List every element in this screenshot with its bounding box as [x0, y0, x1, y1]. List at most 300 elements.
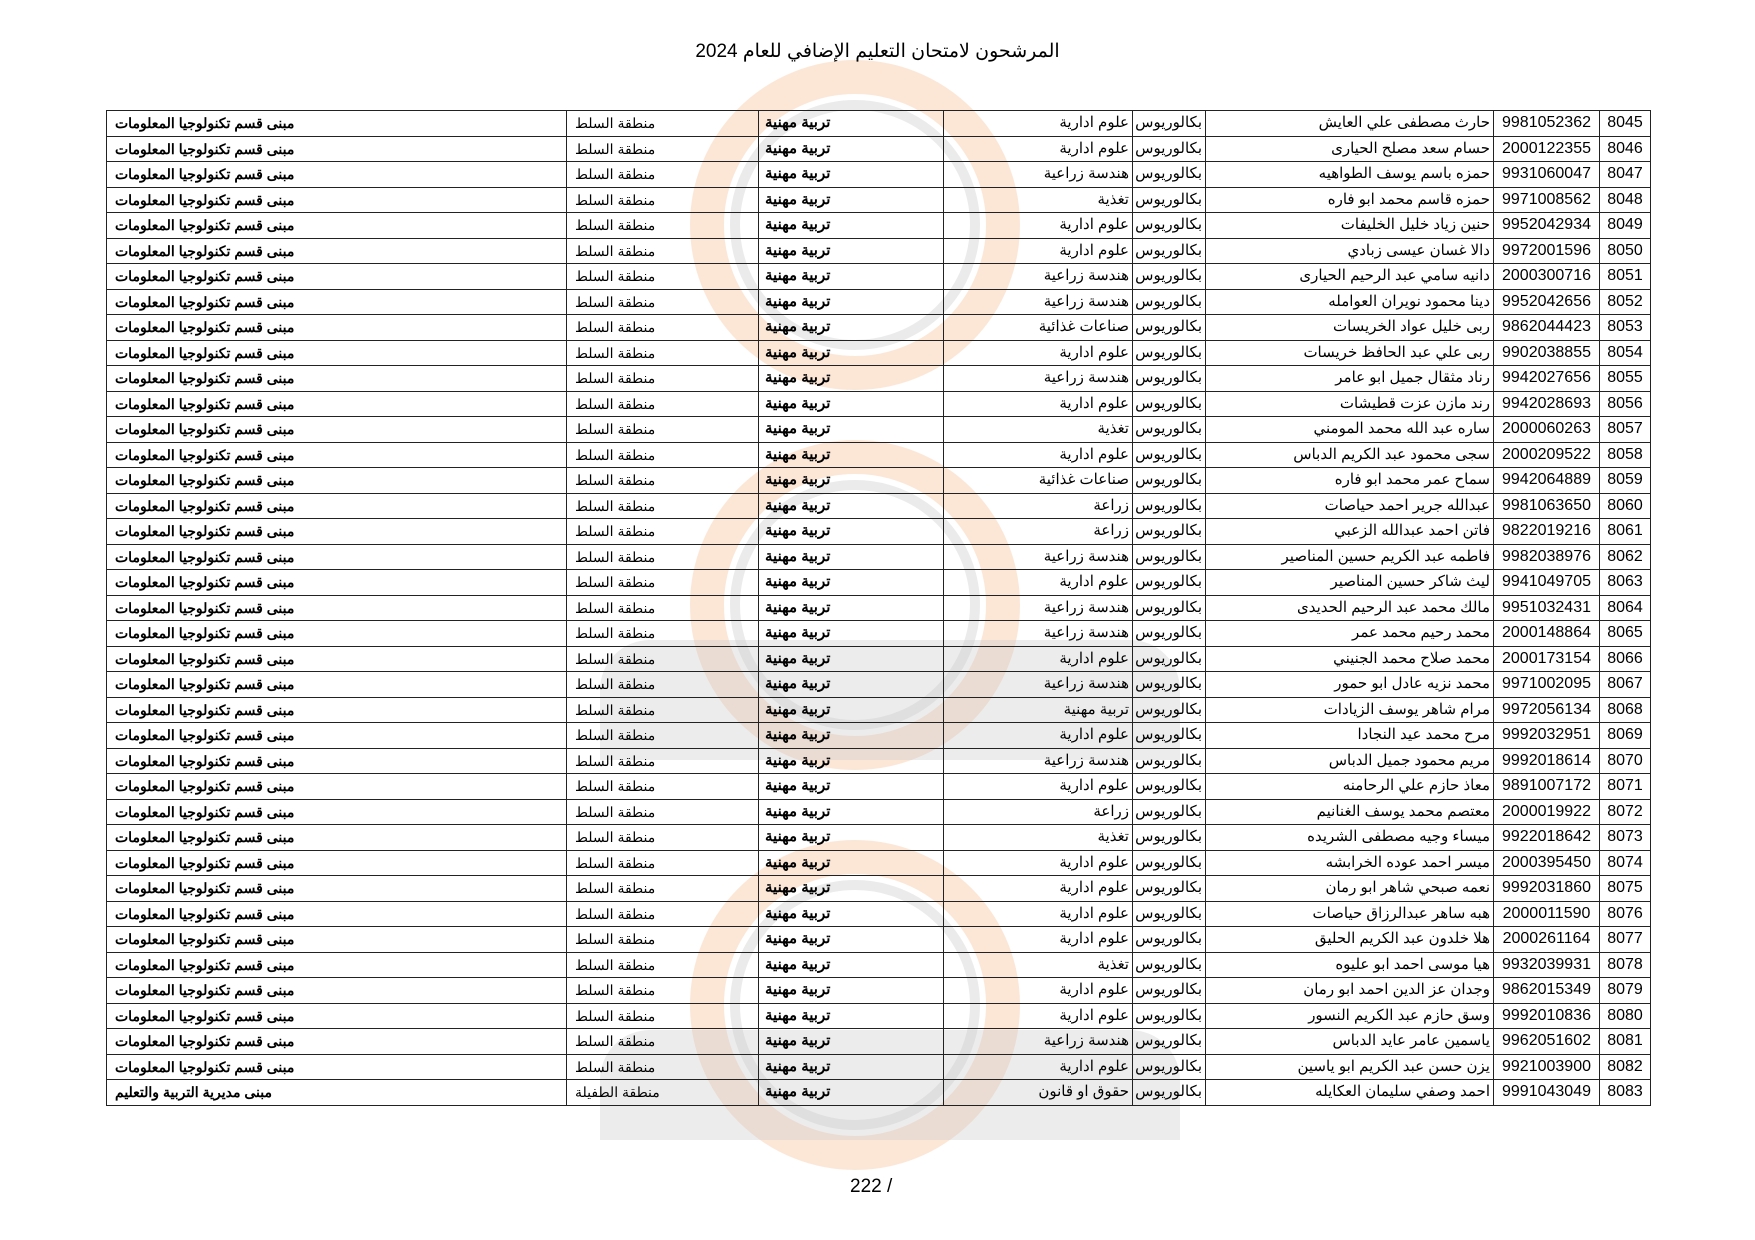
table-row — [107, 672, 1651, 698]
degree-cell: بكالوريوس — [1133, 442, 1206, 468]
seq-number-cell: 8045 — [1600, 111, 1651, 137]
exam-building-cell: مبنى قسم تكنولوجيا المعلومات — [107, 570, 567, 596]
exam-building-cell: مبنى قسم تكنولوجيا المعلومات — [107, 697, 567, 723]
region-cell: منطقة السلط — [567, 315, 759, 341]
specialization-cell: تربية مهنية — [759, 1029, 944, 1055]
degree-cell: بكالوريوس — [1133, 493, 1206, 519]
degree-cell: بكالوريوس — [1133, 1003, 1206, 1029]
national-id-cell: 9942028693 — [1494, 391, 1600, 417]
major-cell: علوم ادارية — [944, 723, 1133, 749]
national-id-cell: 9992032951 — [1494, 723, 1600, 749]
major-cell: تغذية — [944, 417, 1133, 443]
specialization-cell: تربية مهنية — [759, 264, 944, 290]
exam-building-cell: مبنى قسم تكنولوجيا المعلومات — [107, 264, 567, 290]
region-cell: منطقة السلط — [567, 774, 759, 800]
seq-number-cell: 8074 — [1600, 850, 1651, 876]
national-id-cell: 9942027656 — [1494, 366, 1600, 392]
table-row — [107, 289, 1651, 315]
national-id-cell: 2000173154 — [1494, 646, 1600, 672]
table-row — [107, 799, 1651, 825]
region-cell: منطقة السلط — [567, 850, 759, 876]
major-cell: هندسة زراعية — [944, 621, 1133, 647]
specialization-cell: تربية مهنية — [759, 111, 944, 137]
candidate-name-cell: وجدان عز الدين احمد ابو رمان — [1206, 978, 1494, 1004]
exam-building-cell: مبنى قسم تكنولوجيا المعلومات — [107, 315, 567, 341]
exam-building-cell: مبنى قسم تكنولوجيا المعلومات — [107, 927, 567, 953]
region-cell: منطقة السلط — [567, 952, 759, 978]
exam-building-cell: مبنى قسم تكنولوجيا المعلومات — [107, 442, 567, 468]
major-cell: علوم ادارية — [944, 340, 1133, 366]
specialization-cell: تربية مهنية — [759, 315, 944, 341]
table-row — [107, 340, 1651, 366]
page-title: المرشحون لامتحان التعليم الإضافي للعام 2024 — [695, 41, 1060, 62]
major-cell: صناعات غذائية — [944, 315, 1133, 341]
table-row — [107, 544, 1651, 570]
national-id-cell: 9931060047 — [1494, 162, 1600, 188]
major-cell: تغذية — [944, 825, 1133, 851]
region-cell: منطقة السلط — [567, 187, 759, 213]
candidate-name-cell: حمزه قاسم محمد ابو فاره — [1206, 187, 1494, 213]
seq-number-cell: 8064 — [1600, 595, 1651, 621]
candidate-name-cell: رند مازن عزت قطيشات — [1206, 391, 1494, 417]
exam-building-cell: مبنى قسم تكنولوجيا المعلومات — [107, 519, 567, 545]
national-id-cell: 9972056134 — [1494, 697, 1600, 723]
degree-cell: بكالوريوس — [1133, 927, 1206, 953]
seq-number-cell: 8059 — [1600, 468, 1651, 494]
major-cell: هندسة زراعية — [944, 748, 1133, 774]
seq-number-cell: 8060 — [1600, 493, 1651, 519]
region-cell: منطقة السلط — [567, 391, 759, 417]
specialization-cell: تربية مهنية — [759, 289, 944, 315]
major-cell: علوم ادارية — [944, 1003, 1133, 1029]
candidates-table — [106, 110, 1651, 1106]
national-id-cell: 9862044423 — [1494, 315, 1600, 341]
table-row — [107, 187, 1651, 213]
seq-number-cell: 8057 — [1600, 417, 1651, 443]
seq-number-cell: 8062 — [1600, 544, 1651, 570]
exam-building-cell: مبنى قسم تكنولوجيا المعلومات — [107, 621, 567, 647]
candidate-name-cell: حارث مصطفى علي العايش — [1206, 111, 1494, 137]
region-cell: منطقة السلط — [567, 493, 759, 519]
specialization-cell: تربية مهنية — [759, 825, 944, 851]
specialization-cell: تربية مهنية — [759, 723, 944, 749]
specialization-cell: تربية مهنية — [759, 1080, 944, 1106]
table-row — [107, 570, 1651, 596]
exam-building-cell: مبنى قسم تكنولوجيا المعلومات — [107, 672, 567, 698]
candidate-name-cell: عبدالله جرير احمد حياصات — [1206, 493, 1494, 519]
national-id-cell: 9921003900 — [1494, 1054, 1600, 1080]
degree-cell: بكالوريوس — [1133, 264, 1206, 290]
table-row — [107, 697, 1651, 723]
national-id-cell: 9972001596 — [1494, 238, 1600, 264]
degree-cell: بكالوريوس — [1133, 187, 1206, 213]
national-id-cell: 9992031860 — [1494, 876, 1600, 902]
degree-cell: بكالوريوس — [1133, 774, 1206, 800]
seq-number-cell: 8047 — [1600, 162, 1651, 188]
exam-building-cell: مبنى قسم تكنولوجيا المعلومات — [107, 952, 567, 978]
table-row — [107, 621, 1651, 647]
region-cell: منطقة السلط — [567, 417, 759, 443]
national-id-cell: 9991043049 — [1494, 1080, 1600, 1106]
major-cell: هندسة زراعية — [944, 289, 1133, 315]
national-id-cell: 9951032431 — [1494, 595, 1600, 621]
table-row — [107, 264, 1651, 290]
table-row — [107, 850, 1651, 876]
table-row — [107, 136, 1651, 162]
degree-cell: بكالوريوس — [1133, 621, 1206, 647]
specialization-cell: تربية مهنية — [759, 646, 944, 672]
region-cell: منطقة السلط — [567, 799, 759, 825]
candidate-name-cell: مرح محمد عيد النجادا — [1206, 723, 1494, 749]
specialization-cell: تربية مهنية — [759, 774, 944, 800]
seq-number-cell: 8046 — [1600, 136, 1651, 162]
degree-cell: بكالوريوس — [1133, 850, 1206, 876]
table-row — [107, 825, 1651, 851]
region-cell: منطقة السلط — [567, 289, 759, 315]
national-id-cell: 9981063650 — [1494, 493, 1600, 519]
specialization-cell: تربية مهنية — [759, 748, 944, 774]
degree-cell: بكالوريوس — [1133, 876, 1206, 902]
degree-cell: بكالوريوس — [1133, 825, 1206, 851]
degree-cell: بكالوريوس — [1133, 366, 1206, 392]
specialization-cell: تربية مهنية — [759, 672, 944, 698]
major-cell: علوم ادارية — [944, 876, 1133, 902]
candidate-name-cell: هلا خلدون عبد الكريم الحليق — [1206, 927, 1494, 953]
exam-building-cell: مبنى قسم تكنولوجيا المعلومات — [107, 978, 567, 1004]
candidate-name-cell: فاتن احمد عبدالله الزعبي — [1206, 519, 1494, 545]
major-cell: زراعة — [944, 799, 1133, 825]
region-cell: منطقة السلط — [567, 927, 759, 953]
specialization-cell: تربية مهنية — [759, 952, 944, 978]
major-cell: هندسة زراعية — [944, 366, 1133, 392]
exam-building-cell: مبنى قسم تكنولوجيا المعلومات — [107, 366, 567, 392]
specialization-cell: تربية مهنية — [759, 366, 944, 392]
national-id-cell: 9971002095 — [1494, 672, 1600, 698]
region-cell: منطقة السلط — [567, 876, 759, 902]
exam-building-cell: مبنى قسم تكنولوجيا المعلومات — [107, 646, 567, 672]
seq-number-cell: 8075 — [1600, 876, 1651, 902]
major-cell: هندسة زراعية — [944, 162, 1133, 188]
table-row — [107, 978, 1651, 1004]
exam-building-cell: مبنى قسم تكنولوجيا المعلومات — [107, 595, 567, 621]
candidate-name-cell: معاذ حازم علي الرحامنه — [1206, 774, 1494, 800]
region-cell: منطقة السلط — [567, 111, 759, 137]
major-cell: تغذية — [944, 952, 1133, 978]
major-cell: علوم ادارية — [944, 901, 1133, 927]
national-id-cell: 9992010836 — [1494, 1003, 1600, 1029]
specialization-cell: تربية مهنية — [759, 391, 944, 417]
exam-building-cell: مبنى قسم تكنولوجيا المعلومات — [107, 774, 567, 800]
seq-number-cell: 8078 — [1600, 952, 1651, 978]
seq-number-cell: 8067 — [1600, 672, 1651, 698]
seq-number-cell: 8070 — [1600, 748, 1651, 774]
national-id-cell: 9862015349 — [1494, 978, 1600, 1004]
national-id-cell: 9981052362 — [1494, 111, 1600, 137]
degree-cell: بكالوريوس — [1133, 723, 1206, 749]
region-cell: منطقة السلط — [567, 340, 759, 366]
degree-cell: بكالوريوس — [1133, 1080, 1206, 1106]
degree-cell: بكالوريوس — [1133, 748, 1206, 774]
candidate-name-cell: ساره عبد الله محمد المومني — [1206, 417, 1494, 443]
national-id-cell: 2000261164 — [1494, 927, 1600, 953]
table-row — [107, 723, 1651, 749]
seq-number-cell: 8065 — [1600, 621, 1651, 647]
specialization-cell: تربية مهنية — [759, 162, 944, 188]
seq-number-cell: 8054 — [1600, 340, 1651, 366]
major-cell: هندسة زراعية — [944, 672, 1133, 698]
region-cell: منطقة السلط — [567, 544, 759, 570]
national-id-cell: 2000148864 — [1494, 621, 1600, 647]
degree-cell: بكالوريوس — [1133, 519, 1206, 545]
national-id-cell: 9941049705 — [1494, 570, 1600, 596]
table-row — [107, 213, 1651, 239]
major-cell: زراعة — [944, 493, 1133, 519]
seq-number-cell: 8051 — [1600, 264, 1651, 290]
national-id-cell: 9952042934 — [1494, 213, 1600, 239]
candidate-name-cell: هيا موسى احمد ابو عليوه — [1206, 952, 1494, 978]
seq-number-cell: 8077 — [1600, 927, 1651, 953]
national-id-cell: 2000122355 — [1494, 136, 1600, 162]
table-row — [107, 1029, 1651, 1055]
major-cell: علوم ادارية — [944, 570, 1133, 596]
degree-cell: بكالوريوس — [1133, 315, 1206, 341]
degree-cell: بكالوريوس — [1133, 1054, 1206, 1080]
major-cell: علوم ادارية — [944, 774, 1133, 800]
degree-cell: بكالوريوس — [1133, 136, 1206, 162]
region-cell: منطقة الطفيلة — [567, 1080, 759, 1106]
exam-building-cell: مبنى قسم تكنولوجيا المعلومات — [107, 1003, 567, 1029]
seq-number-cell: 8052 — [1600, 289, 1651, 315]
region-cell: منطقة السلط — [567, 901, 759, 927]
specialization-cell: تربية مهنية — [759, 901, 944, 927]
degree-cell: بكالوريوس — [1133, 901, 1206, 927]
major-cell: تغذية — [944, 187, 1133, 213]
specialization-cell: تربية مهنية — [759, 850, 944, 876]
table-row — [107, 391, 1651, 417]
major-cell: حقوق او قانون — [944, 1080, 1133, 1106]
exam-building-cell: مبنى قسم تكنولوجيا المعلومات — [107, 340, 567, 366]
candidate-name-cell: حنين زياد خليل الخليفات — [1206, 213, 1494, 239]
seq-number-cell: 8058 — [1600, 442, 1651, 468]
candidate-name-cell: معتصم محمد يوسف الغنانيم — [1206, 799, 1494, 825]
major-cell: علوم ادارية — [944, 391, 1133, 417]
degree-cell: بكالوريوس — [1133, 799, 1206, 825]
degree-cell: بكالوريوس — [1133, 1029, 1206, 1055]
major-cell: علوم ادارية — [944, 978, 1133, 1004]
national-id-cell: 2000300716 — [1494, 264, 1600, 290]
candidate-name-cell: وسق حازم عبد الكريم النسور — [1206, 1003, 1494, 1029]
degree-cell: بكالوريوس — [1133, 417, 1206, 443]
seq-number-cell: 8071 — [1600, 774, 1651, 800]
table-row — [107, 315, 1651, 341]
table-row — [107, 876, 1651, 902]
specialization-cell: تربية مهنية — [759, 621, 944, 647]
candidate-name-cell: محمد رحيم محمد عمر — [1206, 621, 1494, 647]
degree-cell: بكالوريوس — [1133, 646, 1206, 672]
exam-building-cell: مبنى قسم تكنولوجيا المعلومات — [107, 799, 567, 825]
candidate-name-cell: هبه ساهر عبدالرزاق حياصات — [1206, 901, 1494, 927]
exam-building-cell: مبنى قسم تكنولوجيا المعلومات — [107, 187, 567, 213]
exam-building-cell: مبنى قسم تكنولوجيا المعلومات — [107, 111, 567, 137]
major-cell: صناعات غذائية — [944, 468, 1133, 494]
candidate-name-cell: محمد صلاح محمد الجنيني — [1206, 646, 1494, 672]
specialization-cell: تربية مهنية — [759, 799, 944, 825]
degree-cell: بكالوريوس — [1133, 162, 1206, 188]
seq-number-cell: 8061 — [1600, 519, 1651, 545]
exam-building-cell: مبنى قسم تكنولوجيا المعلومات — [107, 544, 567, 570]
degree-cell: بكالوريوس — [1133, 672, 1206, 698]
candidate-name-cell: ربى خليل عواد الخريسات — [1206, 315, 1494, 341]
table-row — [107, 1080, 1651, 1106]
major-cell: علوم ادارية — [944, 136, 1133, 162]
candidate-name-cell: سجى محمود عبد الكريم الدباس — [1206, 442, 1494, 468]
national-id-cell: 9922018642 — [1494, 825, 1600, 851]
seq-number-cell: 8055 — [1600, 366, 1651, 392]
exam-building-cell: مبنى قسم تكنولوجيا المعلومات — [107, 901, 567, 927]
major-cell: علوم ادارية — [944, 1054, 1133, 1080]
region-cell: منطقة السلط — [567, 264, 759, 290]
exam-building-cell: مبنى قسم تكنولوجيا المعلومات — [107, 136, 567, 162]
national-id-cell: 2000019922 — [1494, 799, 1600, 825]
region-cell: منطقة السلط — [567, 1029, 759, 1055]
degree-cell: بكالوريوس — [1133, 468, 1206, 494]
table-row — [107, 595, 1651, 621]
candidate-name-cell: ليث شاكر حسين المناصير — [1206, 570, 1494, 596]
region-cell: منطقة السلط — [567, 519, 759, 545]
candidate-name-cell: رناد مثقال جميل ابو عامر — [1206, 366, 1494, 392]
seq-number-cell: 8081 — [1600, 1029, 1651, 1055]
candidate-name-cell: محمد نزيه عادل ابو حمور — [1206, 672, 1494, 698]
national-id-cell: 9891007172 — [1494, 774, 1600, 800]
specialization-cell: تربية مهنية — [759, 238, 944, 264]
exam-building-cell: مبنى قسم تكنولوجيا المعلومات — [107, 391, 567, 417]
seq-number-cell: 8056 — [1600, 391, 1651, 417]
region-cell: منطقة السلط — [567, 646, 759, 672]
table-row — [107, 927, 1651, 953]
specialization-cell: تربية مهنية — [759, 340, 944, 366]
major-cell: علوم ادارية — [944, 646, 1133, 672]
degree-cell: بكالوريوس — [1133, 111, 1206, 137]
candidate-name-cell: دانيه سامي عبد الرحيم الحيارى — [1206, 264, 1494, 290]
table-row — [107, 238, 1651, 264]
region-cell: منطقة السلط — [567, 366, 759, 392]
exam-building-cell: مبنى قسم تكنولوجيا المعلومات — [107, 825, 567, 851]
national-id-cell: 9942064889 — [1494, 468, 1600, 494]
region-cell: منطقة السلط — [567, 442, 759, 468]
specialization-cell: تربية مهنية — [759, 493, 944, 519]
seq-number-cell: 8080 — [1600, 1003, 1651, 1029]
exam-building-cell: مبنى قسم تكنولوجيا المعلومات — [107, 213, 567, 239]
table-row — [107, 901, 1651, 927]
degree-cell: بكالوريوس — [1133, 544, 1206, 570]
exam-building-cell: مبنى قسم تكنولوجيا المعلومات — [107, 1029, 567, 1055]
specialization-cell: تربية مهنية — [759, 468, 944, 494]
seq-number-cell: 8072 — [1600, 799, 1651, 825]
specialization-cell: تربية مهنية — [759, 519, 944, 545]
exam-building-cell: مبنى قسم تكنولوجيا المعلومات — [107, 238, 567, 264]
national-id-cell: 2000209522 — [1494, 442, 1600, 468]
exam-building-cell: مبنى قسم تكنولوجيا المعلومات — [107, 850, 567, 876]
national-id-cell: 9932039931 — [1494, 952, 1600, 978]
candidate-name-cell: ميساء وجيه مصطفى الشريده — [1206, 825, 1494, 851]
region-cell: منطقة السلط — [567, 570, 759, 596]
candidate-name-cell: نعمه صبحي شاهر ابو رمان — [1206, 876, 1494, 902]
exam-building-cell: مبنى قسم تكنولوجيا المعلومات — [107, 468, 567, 494]
major-cell: علوم ادارية — [944, 442, 1133, 468]
candidate-name-cell: مالك محمد عبد الرحيم الحديدى — [1206, 595, 1494, 621]
specialization-cell: تربية مهنية — [759, 213, 944, 239]
national-id-cell: 2000060263 — [1494, 417, 1600, 443]
table-row — [107, 646, 1651, 672]
specialization-cell: تربية مهنية — [759, 927, 944, 953]
exam-building-cell: مبنى مديرية التربية والتعليم — [107, 1080, 567, 1106]
specialization-cell: تربية مهنية — [759, 442, 944, 468]
region-cell: منطقة السلط — [567, 162, 759, 188]
seq-number-cell: 8082 — [1600, 1054, 1651, 1080]
exam-building-cell: مبنى قسم تكنولوجيا المعلومات — [107, 1054, 567, 1080]
candidate-name-cell: ربى علي عبد الحافظ خريسات — [1206, 340, 1494, 366]
specialization-cell: تربية مهنية — [759, 595, 944, 621]
degree-cell: بكالوريوس — [1133, 213, 1206, 239]
region-cell: منطقة السلط — [567, 672, 759, 698]
specialization-cell: تربية مهنية — [759, 136, 944, 162]
major-cell: زراعة — [944, 519, 1133, 545]
degree-cell: بكالوريوس — [1133, 238, 1206, 264]
candidate-name-cell: دالا غسان عيسى زبادي — [1206, 238, 1494, 264]
seq-number-cell: 8069 — [1600, 723, 1651, 749]
seq-number-cell: 8063 — [1600, 570, 1651, 596]
table-row — [107, 1003, 1651, 1029]
specialization-cell: تربية مهنية — [759, 570, 944, 596]
exam-building-cell: مبنى قسم تكنولوجيا المعلومات — [107, 876, 567, 902]
exam-building-cell: مبنى قسم تكنولوجيا المعلومات — [107, 748, 567, 774]
national-id-cell: 9822019216 — [1494, 519, 1600, 545]
region-cell: منطقة السلط — [567, 723, 759, 749]
table-row — [107, 952, 1651, 978]
table-row — [107, 417, 1651, 443]
region-cell: منطقة السلط — [567, 621, 759, 647]
national-id-cell: 9902038855 — [1494, 340, 1600, 366]
national-id-cell: 2000011590 — [1494, 901, 1600, 927]
exam-building-cell: مبنى قسم تكنولوجيا المعلومات — [107, 289, 567, 315]
degree-cell: بكالوريوس — [1133, 978, 1206, 1004]
seq-number-cell: 8073 — [1600, 825, 1651, 851]
major-cell: تربية مهنية — [944, 697, 1133, 723]
seq-number-cell: 8083 — [1600, 1080, 1651, 1106]
national-id-cell: 9992018614 — [1494, 748, 1600, 774]
specialization-cell: تربية مهنية — [759, 417, 944, 443]
seq-number-cell: 8079 — [1600, 978, 1651, 1004]
candidate-name-cell: حمزه باسم يوسف الطواهيه — [1206, 162, 1494, 188]
seq-number-cell: 8049 — [1600, 213, 1651, 239]
seq-number-cell: 8053 — [1600, 315, 1651, 341]
table-row — [107, 366, 1651, 392]
candidate-name-cell: حسام سعد مصلح الحيارى — [1206, 136, 1494, 162]
region-cell: منطقة السلط — [567, 825, 759, 851]
region-cell: منطقة السلط — [567, 238, 759, 264]
table-row — [107, 748, 1651, 774]
region-cell: منطقة السلط — [567, 978, 759, 1004]
national-id-cell: 9982038976 — [1494, 544, 1600, 570]
degree-cell: بكالوريوس — [1133, 697, 1206, 723]
seq-number-cell: 8076 — [1600, 901, 1651, 927]
national-id-cell: 9962051602 — [1494, 1029, 1600, 1055]
table-row — [107, 1054, 1651, 1080]
table-row — [107, 493, 1651, 519]
candidate-name-cell: مريم محمود جميل الدباس — [1206, 748, 1494, 774]
candidate-name-cell: احمد وصفي سليمان العكايله — [1206, 1080, 1494, 1106]
specialization-cell: تربية مهنية — [759, 1054, 944, 1080]
